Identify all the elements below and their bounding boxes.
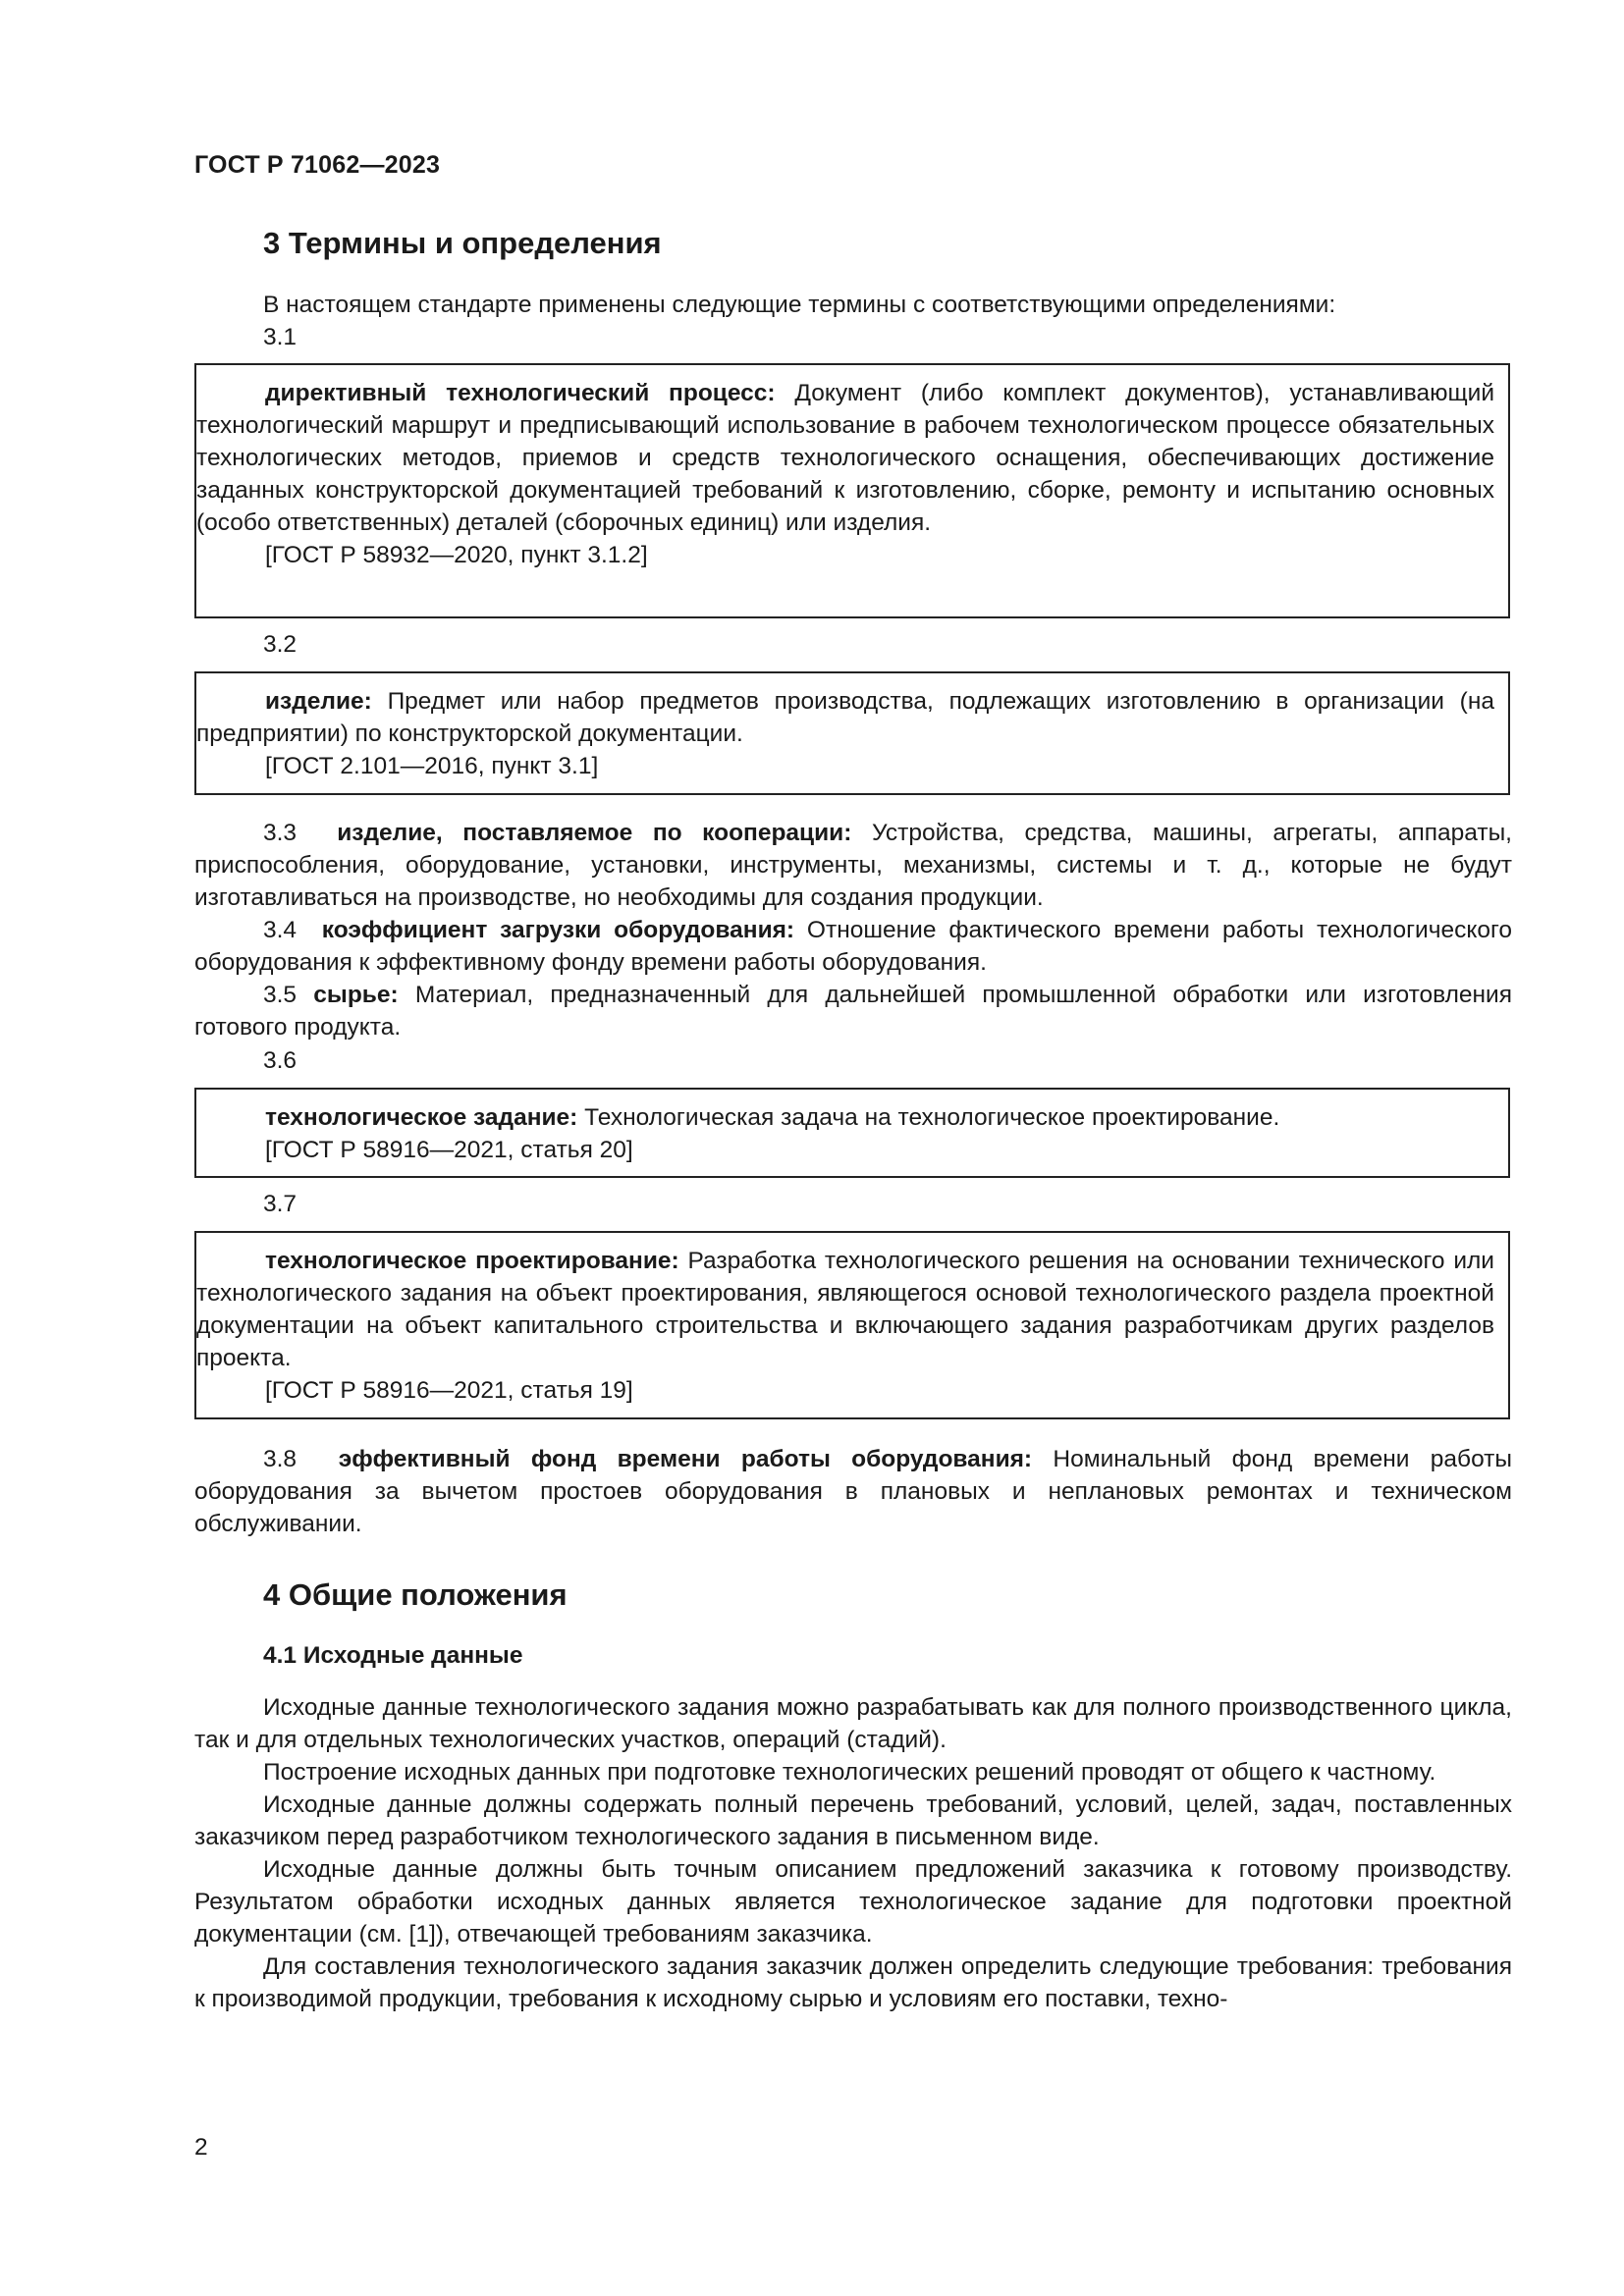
term-3-3-term: изделие, поставляемое по кооперации: (337, 820, 852, 846)
term-3-1-text (196, 377, 1494, 539)
subsection-4-1-body (194, 1691, 1512, 2015)
term-3-8-text (194, 1443, 1512, 1540)
term-3-4-definition: Отношение фактического времени работы технологического оборудования к эффективному фонду времени работы оборудования. (194, 917, 1512, 976)
term-3-1-number: 3.1 (263, 324, 298, 350)
document-id-header: ГОСТ Р 71062—2023 (194, 151, 441, 179)
term-3-7-box (194, 1231, 1510, 1419)
term-3-2-text (196, 685, 1494, 750)
term-3-4-text (194, 914, 1512, 979)
term-3-7-text (196, 1245, 1494, 1374)
term-3-7-definition: Разработка технологического решения на основании технического или технологического задания на объект проектирования, являющегося основой технологического раздела проектной документации на объект капитального строительства и включающего задания разработчикам других разделов проекта. (196, 1248, 1494, 1371)
term-3-6-text (196, 1101, 1494, 1134)
term-3-6-number: 3.6 (263, 1047, 298, 1074)
paragraph-4-1-4: Исходные данные должны быть точным описанием предложений заказчика к готовому производству. Результатом обработки исходных данных является технологическое задание для подготовки проектной документации (см. [1]), отвечающей требованиям заказчика. (194, 1856, 1512, 1948)
section-3-title: 3 Термины и определения (263, 226, 662, 260)
paragraph-4-1-3: Исходные данные должны содержать полный перечень требований, условий, целей, задач, поставленных заказчиком перед разработчиком технологического задания в письменном виде. (194, 1791, 1512, 1850)
term-3-4-term: коэффициент загрузки оборудования: (321, 917, 795, 943)
term-3-6-source: [ГОСТ Р 58916—2021, статья 20] (265, 1137, 633, 1163)
page-number: 2 (194, 2134, 208, 2161)
term-3-8-block (194, 1443, 1512, 1540)
term-3-8-number: 3.8 (263, 1446, 298, 1472)
term-3-6-term: технологическое задание: (265, 1104, 578, 1131)
subsection-4-1-title: 4.1 Исходные данные (263, 1642, 523, 1669)
term-3-6-definition: Технологическая задача на технологическое проектирование. (577, 1104, 1280, 1131)
term-3-3-definition: Устройства, средства, машины, агрегаты, аппараты, приспособления, оборудование, установки, инструменты, механизмы, системы и т. д., которые не будут изготавливаться на производстве, но необходимы для создания продукции. (194, 820, 1512, 911)
term-3-2-source: [ГОСТ 2.101—2016, пункт 3.1] (265, 753, 599, 779)
term-3-2-number: 3.2 (263, 631, 298, 658)
term-3-3-number: 3.3 (263, 820, 298, 846)
term-3-4-number: 3.4 (263, 917, 298, 943)
term-3-2-box (194, 671, 1510, 795)
term-3-1-definition: Документ (либо комплект документов), устанавливающий технологический маршрут и предписывающий использование в рабочем технологическом процессе обязательных технологических методов, приемов и средств технологического оснащения, обеспечивающих достижение заданных конструкторской документацией требований к изготовлению, сборке, ремонту и испытанию основных (особо ответственных) деталей (сборочных единиц) или изделия. (196, 380, 1494, 536)
term-3-5-definition: Материал, предназначенный для дальнейшей промышленной обработки или изготовления готового продукта. (194, 982, 1513, 1041)
term-3-1-term: директивный технологический процесс: (265, 380, 776, 406)
term-3-5-number: 3.5 (263, 982, 298, 1008)
term-3-8-term: эффективный фонд времени работы оборудования: (338, 1446, 1033, 1472)
term-3-2-term: изделие: (265, 688, 372, 715)
paragraph-4-1-5: Для составления технологического задания заказчик должен определить следующие требования: требования к производимой продукции, требования к исходному сырью и условиям его поставки, техно- (194, 1953, 1512, 2012)
term-3-1-source: [ГОСТ Р 58932—2020, пункт 3.1.2] (265, 542, 648, 568)
term-3-7-term: технологическое проектирование: (265, 1248, 679, 1274)
paragraph-4-1-2: Построение исходных данных при подготовке технологических решений проводят от общего к частному. (263, 1759, 1436, 1786)
term-3-6-box (194, 1088, 1510, 1178)
term-3-1-box (194, 363, 1510, 618)
terms-3-3-to-3-5 (194, 817, 1512, 1043)
term-3-3-text (194, 817, 1512, 914)
term-3-7-source: [ГОСТ Р 58916—2021, статья 19] (265, 1377, 633, 1404)
paragraph-4-1-1: Исходные данные технологического задания можно разрабатывать как для полного производственного цикла, так и для отдельных технологических участков, операций (стадий). (194, 1694, 1512, 1753)
term-3-8-definition: Номинальный фонд времени работы оборудования за вычетом простоев оборудования в плановых и неплановых ремонтах и техническом обслуживании. (194, 1446, 1512, 1537)
term-3-5-term: сырье: (313, 982, 399, 1008)
term-3-7-number: 3.7 (263, 1191, 298, 1217)
section-4-title: 4 Общие положения (263, 1577, 568, 1612)
term-3-5-text (194, 979, 1512, 1043)
section-3-intro: В настоящем стандарте применены следующие термины с соответствующими определениями: (263, 292, 1336, 318)
term-3-2-definition: Предмет или набор предметов производства, подлежащих изготовлению в организации (на предприятии) по конструкторской документации. (196, 688, 1494, 747)
